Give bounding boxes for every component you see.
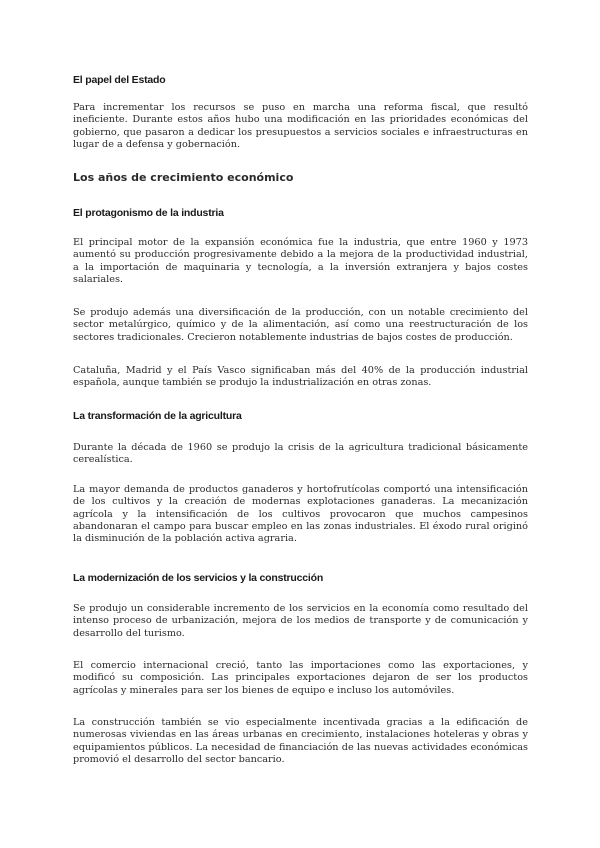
heading-agricultura: La transformación de la agricultura [73, 410, 242, 422]
paragraph-industria-3: Cataluña, Madrid y el País Vasco significaban más del 40% de la producción industrial española, aunque también se produjo la industrialización en otras zonas. [73, 365, 528, 389]
paragraph-servicios-2: El comercio internacional creció, tanto las importaciones como las exportaciones, y modificó su composición. Las principales exportaciones dejaron de ser los productos agrícolas y minerales para ser los bienes de equipo e incluso los automóviles. [73, 660, 528, 696]
subtitle-crecimiento: Los años de crecimiento económico [73, 171, 294, 184]
paragraph-servicios-1: Se produjo un considerable incremento de los servicios en la economía como resultado del intenso proceso de urbanización, mejora de los medios de transporte y de comunicación y desarrollo del turismo. [73, 603, 528, 639]
paragraph-industria-2: Se produjo además una diversificación de la producción, con un notable crecimiento del sector metalúrgico, químico y de la alimentación, así como una reestructuración de los sectores tradicionales. Crecieron notablemente industrias de bajos costes de producción. [73, 307, 528, 343]
paragraph-agricultura-2: La mayor demanda de productos ganaderos y hortofrutícolas comportó una intensificación de los cultivos y la creación de modernas explotaciones ganaderas. La mecanización agrícola y la intensificación de los cultivos provocaron que muchos campesinos abandonaran el campo para buscar empleo en las zonas industriales. El éxodo rural originó la disminución de la población activa agraria. [73, 484, 528, 545]
paragraph-servicios-3: La construcción también se vio especialmente incentivada gracias a la edificación de numerosas viviendas en las áreas urbanas en crecimiento, instalaciones hoteleras y obras y equipamientos públicos. La necesidad de financiación de las nuevas actividades económicas promovió el desarrollo del sector bancario. [73, 717, 528, 765]
paragraph-estado-1: Para incrementar los recursos se puso en marcha una reforma fiscal, que resultó ineficiente. Durante estos años hubo una modificación en las prioridades económicas del gobierno, que pasaron a dedicar los presupuestos a servicios sociales e infraestructuras en lugar de a defensa y gobernación. [73, 102, 528, 150]
heading-papel-estado: El papel del Estado [73, 74, 166, 86]
paragraph-industria-1: El principal motor de la expansión económica fue la industria, que entre 1960 y 1973 aumentó su producción progresivamente debido a la mejora de la productividad industrial, a la importación de maquinaria y tecnología, a la inversión extranjera y bajos costes salariales. [73, 237, 528, 285]
heading-servicios: La modernización de los servicios y la construcción [73, 572, 324, 584]
paragraph-agricultura-1: Durante la década de 1960 se produjo la crisis de la agricultura tradicional básicamente cerealística. [73, 442, 528, 466]
heading-industria: El protagonismo de la industria [73, 207, 224, 219]
